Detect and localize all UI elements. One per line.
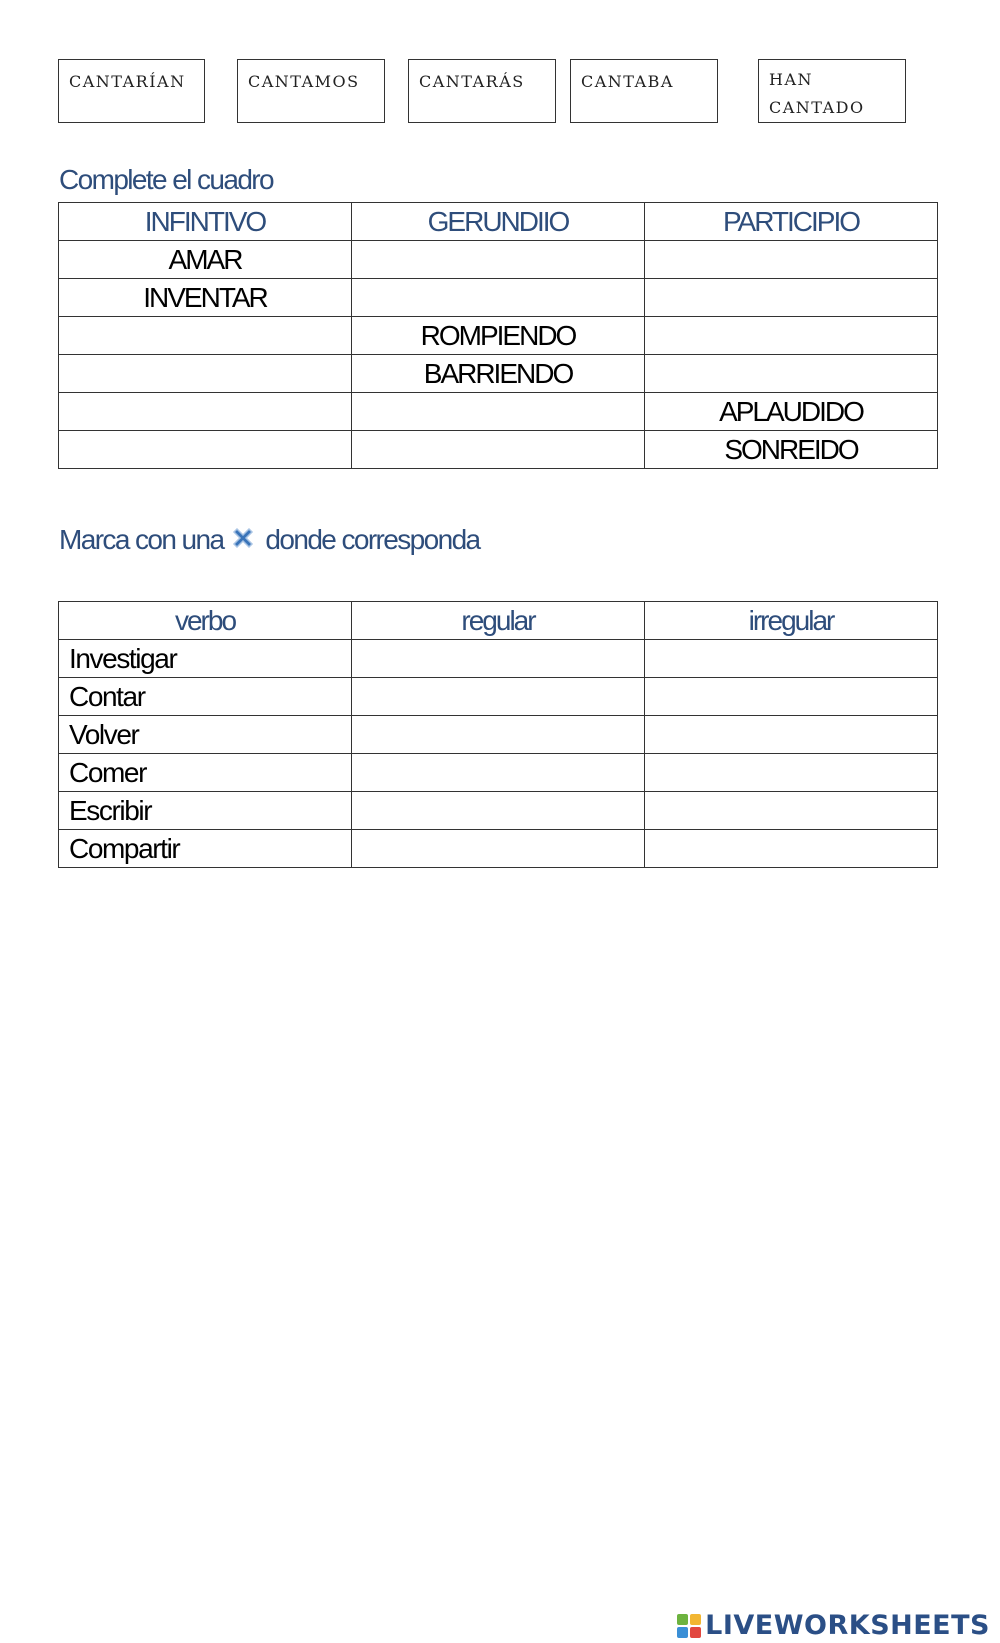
section2-heading-after: donde corresponda xyxy=(265,524,480,555)
table-row xyxy=(59,241,938,279)
table-row xyxy=(59,317,938,355)
table-row xyxy=(59,355,938,393)
verb-box-1: CANTARÍAN xyxy=(58,59,205,123)
cell-gerundio-input[interactable] xyxy=(352,431,645,469)
cell-irregular-checkbox[interactable] xyxy=(645,716,938,754)
cell-regular-checkbox[interactable] xyxy=(352,754,645,792)
table-row xyxy=(59,792,938,830)
logo-squares-icon xyxy=(677,1614,701,1638)
header-irregular: irregular xyxy=(645,602,938,640)
cell-participio-input[interactable] xyxy=(645,355,938,393)
section2-heading xyxy=(59,524,480,559)
cell-regular-checkbox[interactable] xyxy=(352,716,645,754)
verb-forms-table xyxy=(58,202,938,469)
cell-participio-input[interactable] xyxy=(645,317,938,355)
cell-irregular-checkbox[interactable] xyxy=(645,830,938,868)
verb-box-4: CANTABA xyxy=(570,59,718,123)
cell-infinitivo-input[interactable] xyxy=(59,431,352,469)
cell-participio: APLAUDIDO xyxy=(645,393,938,431)
cell-infinitivo-input[interactable] xyxy=(59,393,352,431)
cell-irregular-checkbox[interactable] xyxy=(645,754,938,792)
cell-infinitivo: AMAR xyxy=(59,241,352,279)
cell-gerundio-input[interactable] xyxy=(352,393,645,431)
verb-box-2: CANTAMOS xyxy=(237,59,385,123)
table-header-row xyxy=(59,203,938,241)
cell-participio-input[interactable] xyxy=(645,241,938,279)
cell-infinitivo-input[interactable] xyxy=(59,317,352,355)
cell-irregular-checkbox[interactable] xyxy=(645,640,938,678)
cell-participio: SONREIDO xyxy=(645,431,938,469)
table-row xyxy=(59,640,938,678)
cell-regular-checkbox[interactable] xyxy=(352,830,645,868)
header-verbo: verbo xyxy=(59,602,352,640)
cell-irregular-checkbox[interactable] xyxy=(645,792,938,830)
cell-irregular-checkbox[interactable] xyxy=(645,678,938,716)
table-row xyxy=(59,716,938,754)
section2-heading-before: Marca con una xyxy=(59,524,224,555)
table-row xyxy=(59,830,938,868)
cell-verbo: Comer xyxy=(59,754,352,792)
table-row xyxy=(59,431,938,469)
table-row xyxy=(59,279,938,317)
table-row xyxy=(59,754,938,792)
cell-participio-input[interactable] xyxy=(645,279,938,317)
table-row xyxy=(59,393,938,431)
cell-infinitivo: INVENTAR xyxy=(59,279,352,317)
cell-regular-checkbox[interactable] xyxy=(352,678,645,716)
cell-infinitivo-input[interactable] xyxy=(59,355,352,393)
verb-box-3: CANTARÁS xyxy=(408,59,556,123)
cell-regular-checkbox[interactable] xyxy=(352,640,645,678)
cell-verbo: Escribir xyxy=(59,792,352,830)
regular-irregular-table xyxy=(58,601,938,868)
liveworksheets-logo xyxy=(677,1610,990,1641)
cell-gerundio-input[interactable] xyxy=(352,279,645,317)
header-gerundio: GERUNDIIO xyxy=(352,203,645,241)
cell-gerundio: BARRIENDO xyxy=(352,355,645,393)
cell-regular-checkbox[interactable] xyxy=(352,792,645,830)
section1-heading: Complete el cuadro xyxy=(59,164,273,195)
header-infinitivo: INFINTIVO xyxy=(59,203,352,241)
brand-text: LIVEWORKSHEETS xyxy=(705,1610,990,1641)
table-header-row xyxy=(59,602,938,640)
header-regular: regular xyxy=(352,602,645,640)
cell-verbo: Investigar xyxy=(59,640,352,678)
header-participio: PARTICIPIO xyxy=(645,203,938,241)
table-row xyxy=(59,678,938,716)
cell-verbo: Volver xyxy=(59,716,352,754)
verb-box-5: HAN CANTADO xyxy=(758,59,906,123)
cell-verbo: Contar xyxy=(59,678,352,716)
x-mark-icon xyxy=(229,524,257,559)
cell-gerundio: ROMPIENDO xyxy=(352,317,645,355)
cell-gerundio-input[interactable] xyxy=(352,241,645,279)
cell-verbo: Compartir xyxy=(59,830,352,868)
